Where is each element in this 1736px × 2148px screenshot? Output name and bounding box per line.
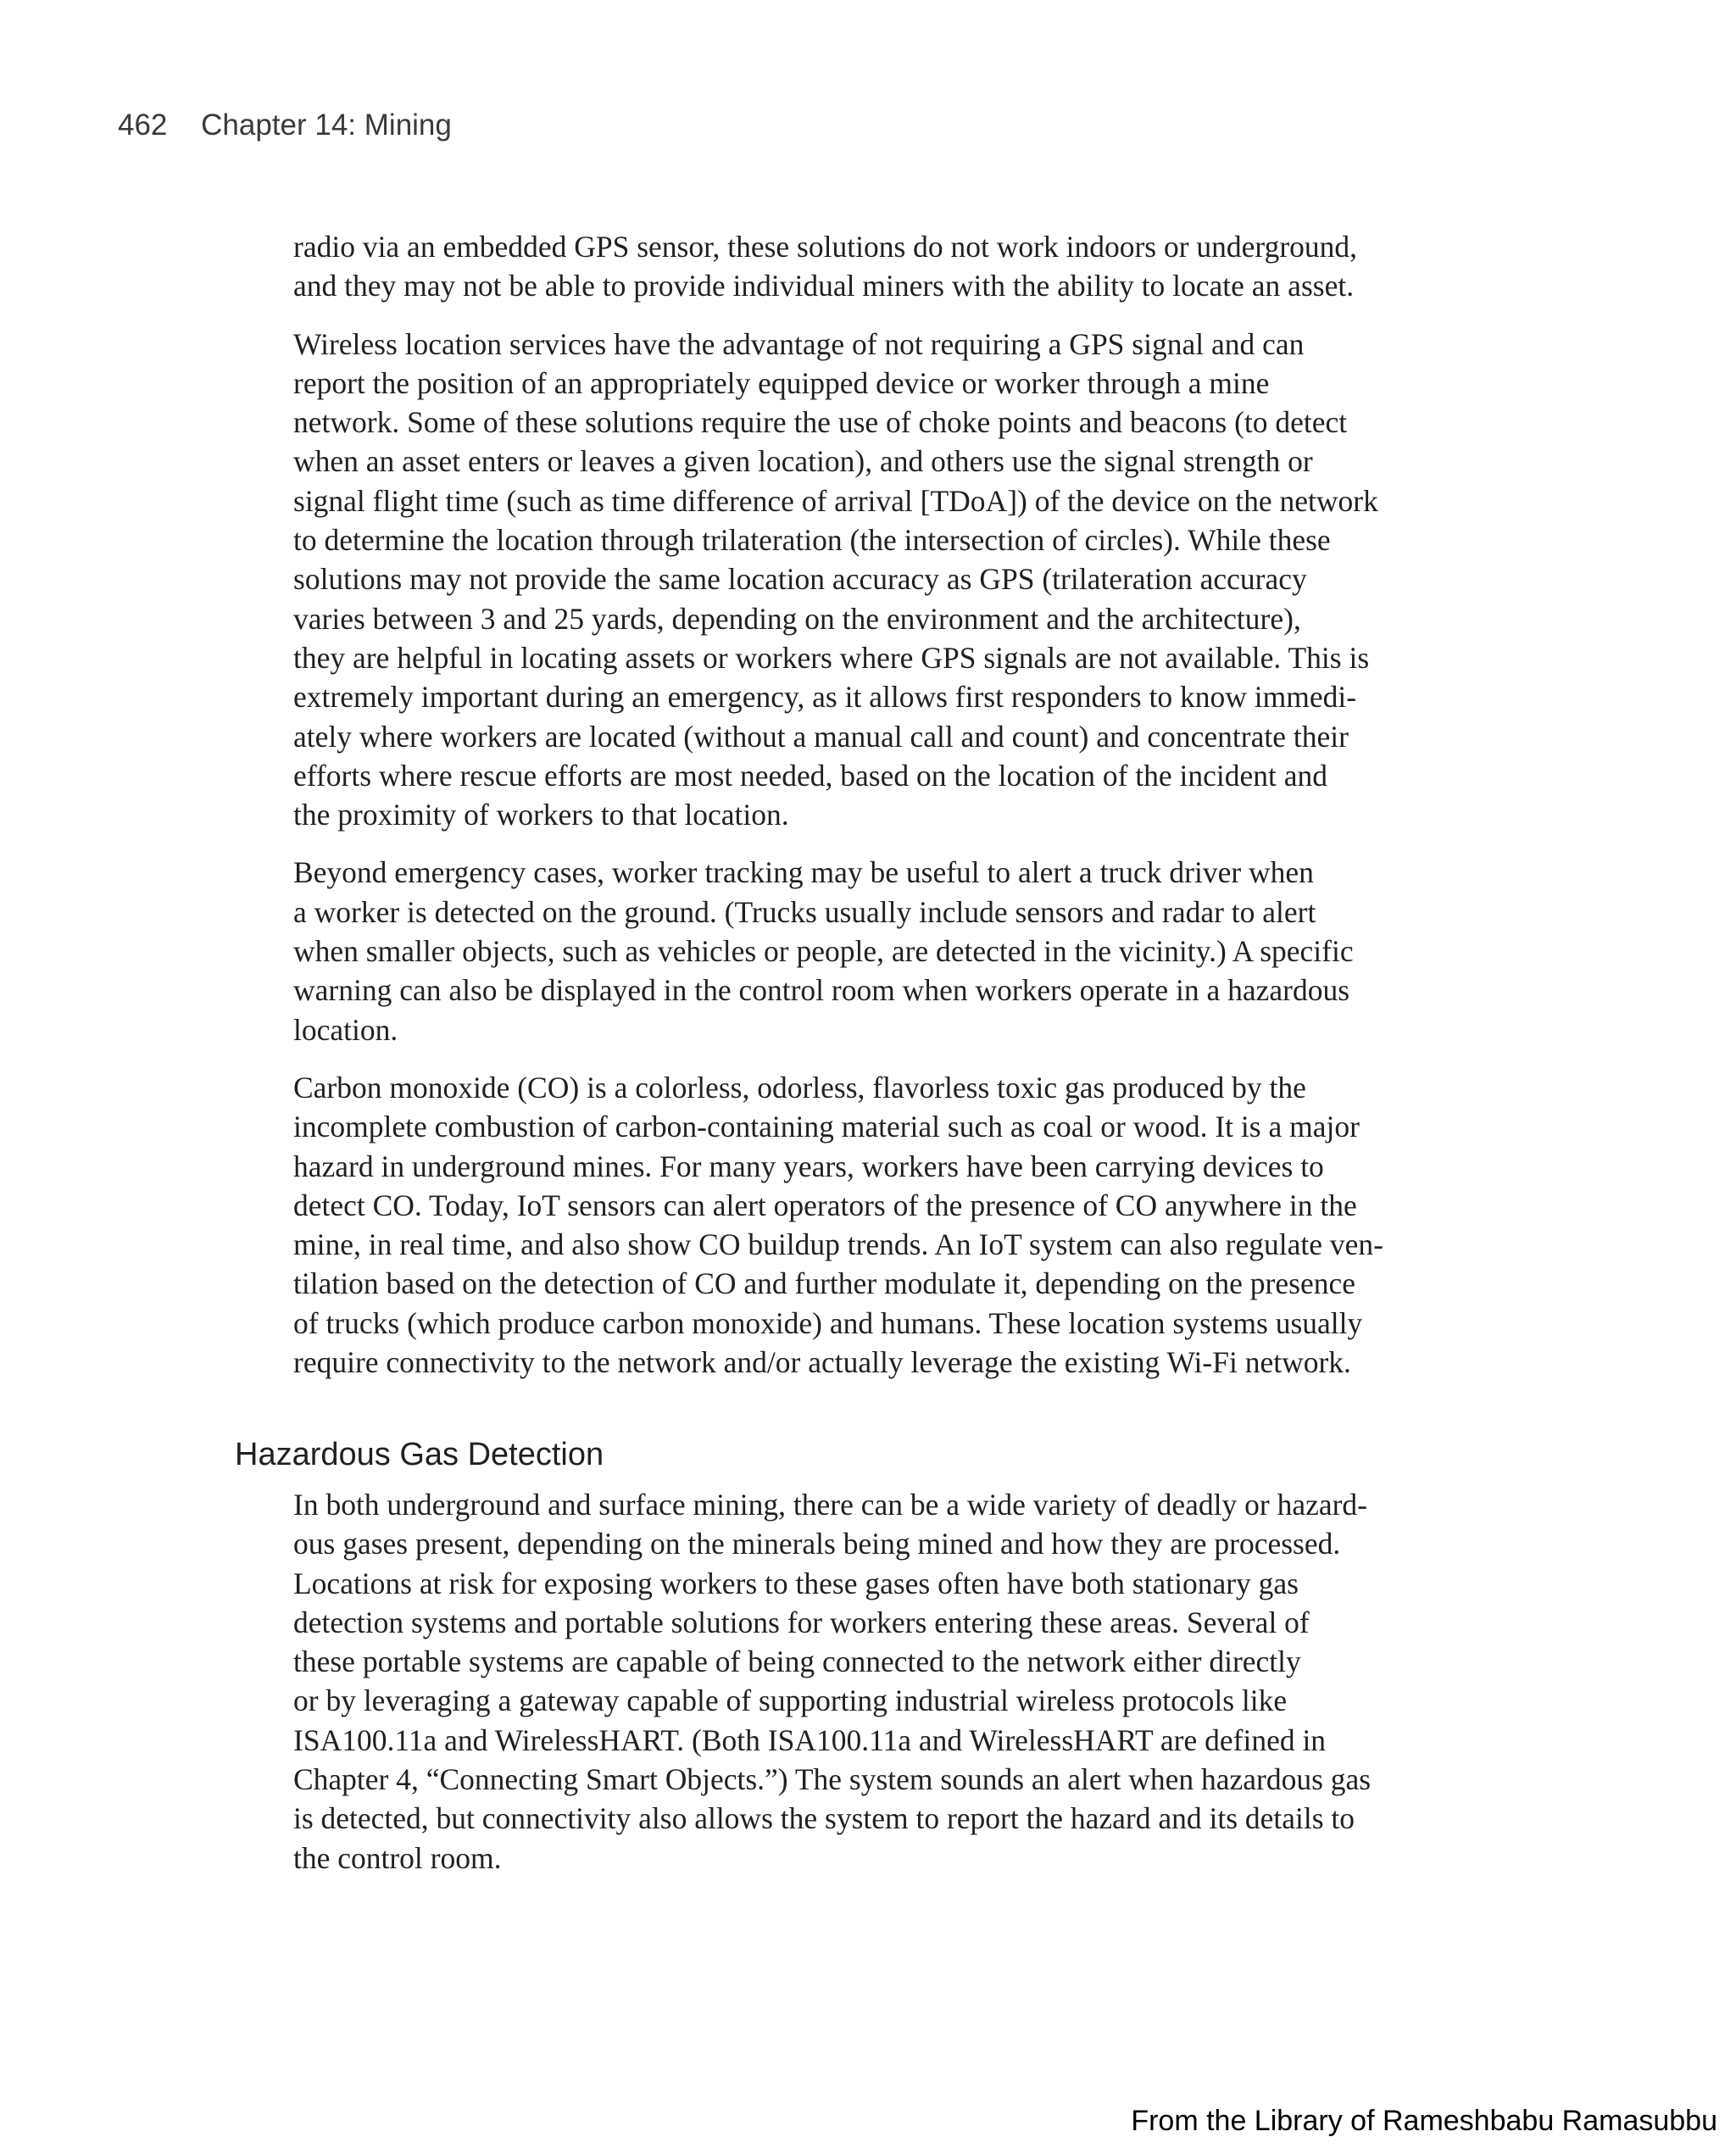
paragraph	[293, 1068, 1443, 1382]
text-line: to determine the location through trilateration (the intersection of circles). While these	[293, 523, 1331, 558]
text-line: network. Some of these solutions require the use of choke points and beacons (to detect	[293, 405, 1348, 440]
text-line: ately where workers are located (without a manual call and count) and concentrate their	[293, 719, 1349, 754]
paragraph	[293, 853, 1443, 1049]
text-line: of trucks (which produce carbon monoxide) and humans. These location systems usually	[293, 1305, 1363, 1340]
section-heading: Hazardous Gas Detection	[235, 1437, 604, 1472]
text-line: a worker is detected on the ground. (Trucks usually include sensors and radar to alert	[293, 894, 1316, 929]
library-credit: From the Library of Rameshbabu Ramasubbu	[1131, 2105, 1717, 2137]
text-line: radio via an embedded GPS sensor, these solutions do not work indoors or underground,	[293, 230, 1358, 264]
text-line: when smaller objects, such as vehicles or people, are detected in the vicinity.) A specific	[293, 934, 1354, 969]
running-head	[118, 109, 452, 142]
body-text-section	[293, 1485, 1443, 1896]
text-line: tilation based on the detection of CO and further modulate it, depending on the presence	[293, 1266, 1355, 1301]
text-line: detection systems and portable solutions for workers entering these areas. Several of	[293, 1605, 1310, 1639]
text-line: Carbon monoxide (CO) is a colorless, odorless, flavorless toxic gas produced by the	[293, 1070, 1306, 1105]
text-line: efforts where rescue efforts are most needed, based on the location of the incident and	[293, 758, 1328, 793]
text-line: Locations at risk for exposing workers to these gases often have both stationary gas	[293, 1566, 1299, 1600]
text-line: detect CO. Today, IoT sensors can alert operators of the presence of CO anywhere in the	[293, 1188, 1357, 1222]
text-line: when an asset enters or leaves a given location), and others use the signal strength or	[293, 444, 1313, 479]
text-line: and they may not be able to provide individual miners with the ability to locate an asset.	[293, 269, 1355, 303]
text-line: extremely important during an emergency, as it allows first responders to know immedi-	[293, 680, 1357, 715]
text-line: location.	[293, 1012, 398, 1047]
text-line: incomplete combustion of carbon-containing material such as coal or wood. It is a major	[293, 1110, 1360, 1144]
text-line: warning can also be displayed in the control room when workers operate in a hazardous	[293, 973, 1350, 1008]
text-line: report the position of an appropriately equipped device or worker through a mine	[293, 365, 1270, 400]
text-line: Beyond emergency cases, worker tracking may be useful to alert a truck driver when	[293, 855, 1314, 890]
paragraph	[293, 325, 1443, 835]
text-line: ous gases present, depending on the minerals being mined and how they are processed.	[293, 1527, 1341, 1561]
text-line: signal flight time (such as time difference of arrival [TDoA]) of the device on the network	[293, 483, 1378, 518]
text-line: require connectivity to the network and/or actually leverage the existing Wi-Fi network.	[293, 1345, 1351, 1380]
text-line: In both underground and surface mining, there can be a wide variety of deadly or hazard-	[293, 1488, 1367, 1522]
text-line: is detected, but connectivity also allows the system to report the hazard and its details to	[293, 1801, 1355, 1836]
text-line: ISA100.11a and WirelessHART. (Both ISA100.11a and WirelessHART are defined in	[293, 1722, 1327, 1757]
paragraph	[293, 1485, 1443, 1878]
text-line: Wireless location services have the advantage of not requiring a GPS signal and can	[293, 326, 1305, 361]
text-line: hazard in underground mines. For many years, workers have been carrying devices to	[293, 1149, 1324, 1183]
paragraph	[293, 227, 1443, 306]
text-line: varies between 3 and 25 yards, depending on the environment and the architecture),	[293, 601, 1301, 636]
text-line: the control room.	[293, 1840, 502, 1875]
page-number: 462	[118, 109, 168, 142]
text-line: they are helpful in locating assets or workers where GPS signals are not available. This is	[293, 640, 1370, 675]
chapter-title: Chapter 14: Mining	[201, 109, 452, 142]
text-line: solutions may not provide the same location accuracy as GPS (trilateration accuracy	[293, 562, 1307, 597]
text-line: Chapter 4, “Connecting Smart Objects.”) The system sounds an alert when hazardous gas	[293, 1762, 1372, 1797]
text-line: or by leveraging a gateway capable of supporting industrial wireless protocols like	[293, 1683, 1288, 1718]
text-line: these portable systems are capable of being connected to the network either directly	[293, 1644, 1301, 1679]
text-line: the proximity of workers to that location.	[293, 798, 789, 832]
body-text-top	[293, 227, 1443, 1400]
text-line: mine, in real time, and also show CO buildup trends. An IoT system can also regulate ven-	[293, 1227, 1383, 1262]
